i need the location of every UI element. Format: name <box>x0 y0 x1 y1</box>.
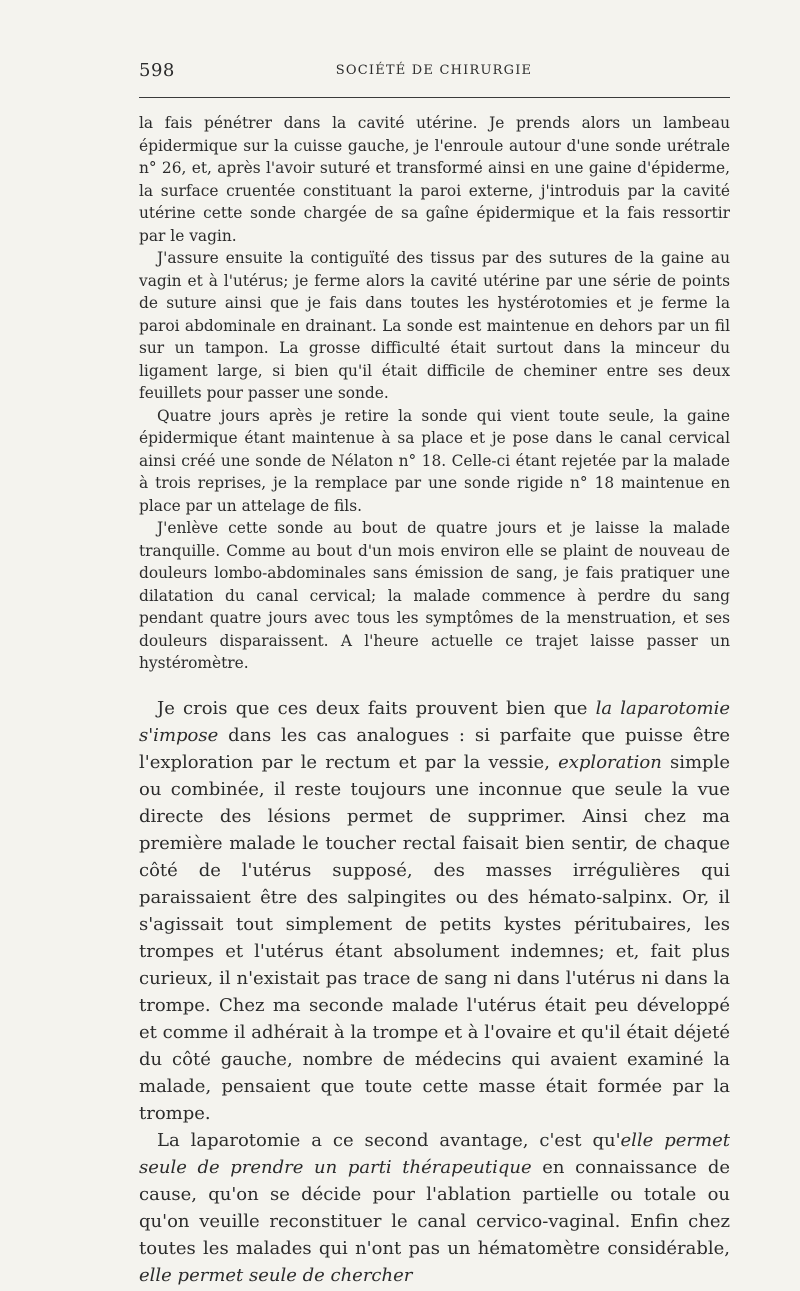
italic-text: elle permet seule de prendre un parti thérapeutique <box>139 1129 730 1178</box>
observation-text <box>139 112 730 675</box>
paragraph: Quatre jours après je retire la sonde qui vient toute seule, la gaine épidermique étant maintenue à sa place et je pose dans le canal cervical ainsi créé une sonde de Nélaton n° 18. Celle-ci étant rejetée par la malade à trois reprises, je la remplace par une sonde rigide n° 18 maintenue en place par un attelage de fils. <box>139 406 730 515</box>
text-run: dans les cas analogues : si parfaite que puisse être l'exploration par le rectum et par la vessie, <box>139 724 730 773</box>
running-head: SOCIÉTÉ DE CHIRURGIE <box>335 63 533 78</box>
discussion-text <box>139 695 730 1289</box>
text-run: Je crois que ces deux faits prouvent bien que <box>157 697 596 719</box>
text-run: simple ou combinée, il reste toujours une inconnue que seule la vue directe des lésions permet de supprimer. Ainsi chez ma première malade le toucher rectal faisait bien sentir, de chaque côté de l'utérus supposé, des masses irrégulières qui paraissaient être des salpingites ou des hémato-salpinx. Or, il s'agissait tout simplement de petits kystes péritubaires, les trompes et l'utérus étant absolument indemnes; et, fait plus curieux, il n'existait pas trace de sang ni dans l'utérus ni dans la trompe. Chez ma seconde malade l'utérus était peu développé et comme il adhérait à la trompe et à l'ovaire et qu'il était déjeté du côté gauche, nombre de médecins qui avaient examiné la malade, pensaient que toute cette masse était formée par la trompe. <box>139 751 730 1124</box>
text-run: en connaissance de cause, qu'on se décide pour l'ablation partielle ou totale ou qu'on veuille reconstituer le canal cervico-vaginal. Enfin chez toutes les malades qui n'ont pas un hématomètre considérable, <box>139 1156 730 1259</box>
italic-text: exploration <box>558 751 662 773</box>
italic-text: la laparotomie s'impose <box>139 697 730 746</box>
page-header <box>139 60 729 84</box>
paragraph: J'enlève cette sonde au bout de quatre jours et je laisse la malade tranquille. Comme au bout d'un mois environ elle se plaint de nouveau de douleurs lombo-abdominales sans émission de sang, je fais pratiquer une dilatation du canal cervical; la malade commence à perdre du sang pendant quatre jours avec tous les symptômes de la menstruation, et ses douleurs disparaissent. A l'heure actuelle ce trajet laisse passer un hystéromètre. <box>139 519 730 672</box>
paragraph <box>139 695 730 1127</box>
paragraph: J'assure ensuite la contiguïté des tissus par des sutures de la gaine au vagin et à l'utérus; je ferme alors la cavité utérine par une série de points de suture ainsi que je fais dans toutes les hystérotomies et je ferme la paroi abdominale en drainant. La sonde est maintenue en dehors par un fil sur un tampon. La grosse difficulté était surtout dans la minceur du ligament large, si bien qu'il était difficile de cheminer entre ses deux feuillets pour passer une sonde. <box>139 249 730 402</box>
italic-text: elle permet seule de chercher <box>139 1264 413 1286</box>
page-number: 598 <box>139 60 175 81</box>
paragraph: la fais pénétrer dans la cavité utérine. Je prends alors un lambeau épidermique sur la cuisse gauche, je l'enroule autour d'une sonde urétrale n° 26, et, après l'avoir suturé et transformé ainsi en une gaine d'épiderme, la surface cruentée constituant la paroi externe, j'introduis par la cavité utérine cette sonde chargée de sa gaîne épidermique et la fais ressortir par le vagin. <box>139 114 730 245</box>
header-rule <box>139 97 730 98</box>
page-body <box>139 112 730 1289</box>
paragraph <box>139 1127 730 1289</box>
text-run: La laparotomie a ce second avantage, c'est qu' <box>157 1129 621 1151</box>
